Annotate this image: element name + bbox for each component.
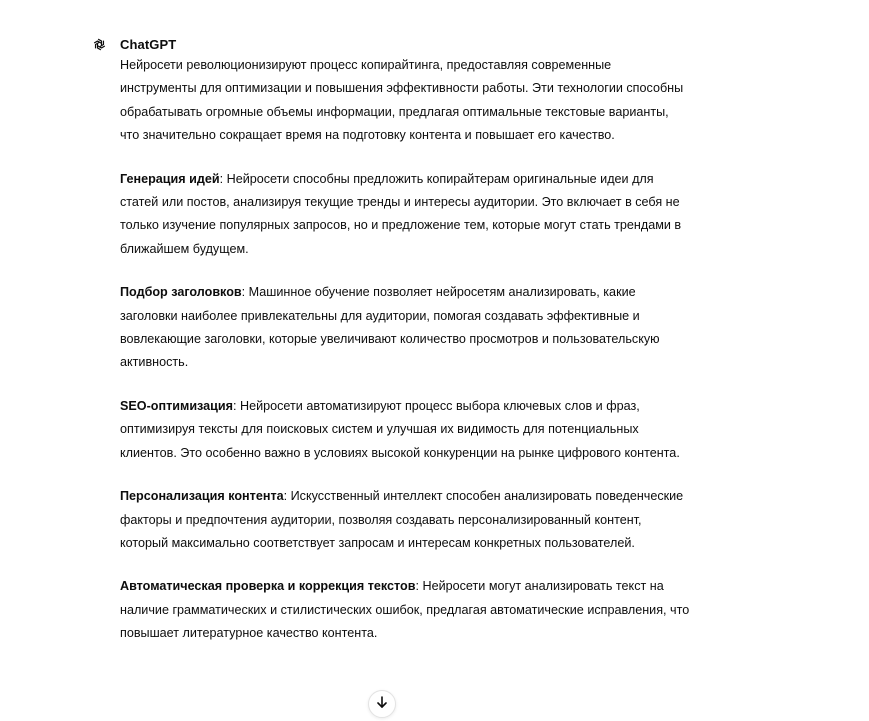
assistant-message (90, 34, 690, 666)
section-paragraph (120, 575, 690, 645)
section-text: : Нейросети автоматизируют процесс выбора ключевых слов и фраз, оптимизируя тексты для поисковых систем и улучшая их видимость для потенциальных клиентов. Это особенно важно в условиях высокой конкуренции на рынке цифрового контента. (120, 398, 680, 460)
section-title: SEO-оптимизация (120, 398, 233, 413)
section-title: Персонализация контента (120, 489, 284, 504)
section-text: : Искусственный интеллект способен анализировать поведенческие факторы и предпочтения аудитории, позволяя создавать персонализированный контент, который максимально соответствует запросам и интересам конкретных пользователей. (120, 489, 684, 550)
section-paragraph (120, 485, 690, 555)
section-text: : Нейросети способны предложить копирайтерам оригинальные идеи для статей или постов, анализируя текущие тренды и интересы аудитории. Это включает в себя не только изучение популярных запросов, но и предложение тем, которые могут стать трендами в ближайшем будущем. (120, 171, 682, 256)
bottom-fade (0, 691, 869, 721)
intro-paragraph: Нейросети революционизируют процесс копирайтинга, предоставляя современные инструменты для оптимизации и повышения эффективности работы. Эти технологии способны обрабатывать огромные объемы информации, предлагая оптимальные текстовые варианты, что значительно сокращает время на подготовку контента и повышает его качество. (120, 58, 684, 143)
openai-logo-icon (91, 36, 107, 52)
section-text: : Машинное обучение позволяет нейросетям анализировать, какие заголовки наиболее привлекательны для аудитории, помогая создавать эффективные и вовлекающие заголовки, которые увеличивают количество просмотров и пользовательскую активность. (120, 285, 660, 370)
section-paragraph (120, 168, 690, 262)
scroll-to-bottom-button[interactable] (368, 690, 396, 718)
message-header (90, 34, 690, 54)
section-paragraph (120, 281, 690, 375)
message-content (120, 54, 690, 646)
section-title: Генерация идей (120, 171, 220, 186)
message-author: ChatGPT (120, 36, 177, 52)
section-text: : Нейросети могут анализировать текст на наличие грамматических и стилистических ошибок, предлагая автоматические исправления, что повышает литературное качество контента. (120, 579, 690, 641)
arrow-down-icon (375, 695, 389, 714)
section-title: Автоматическая проверка и коррекция текстов (120, 579, 416, 594)
section-title: Подбор заголовков (120, 285, 242, 300)
section-paragraph (120, 395, 690, 465)
